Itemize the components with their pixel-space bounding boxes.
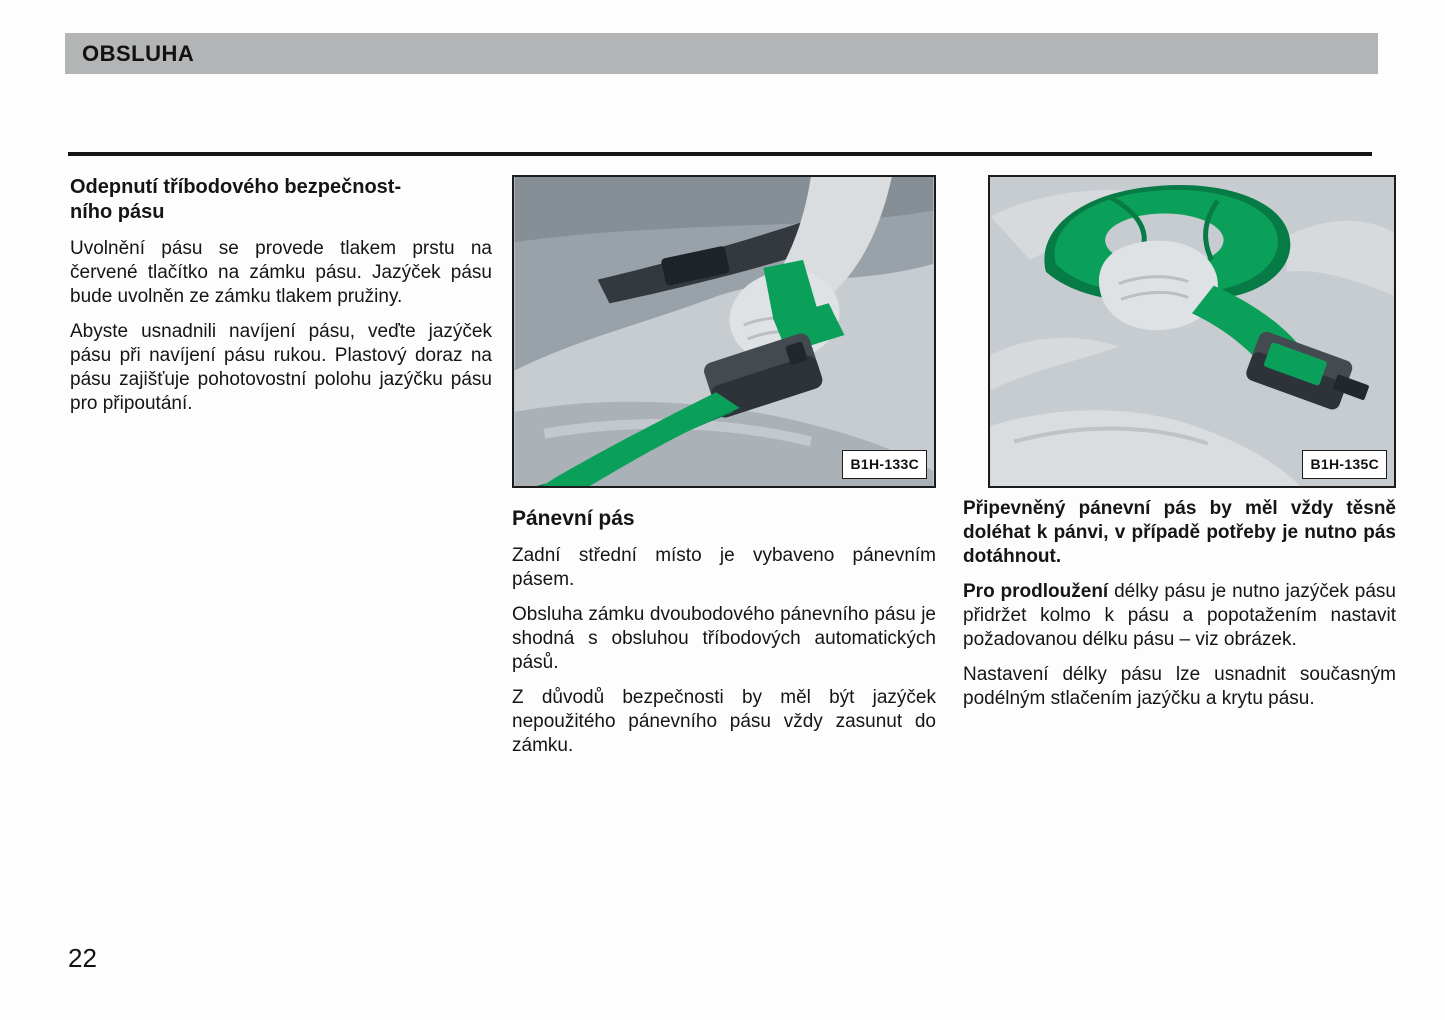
paragraph-emphasis: Připevněný pánevní pás by měl vždy těsně doléhat k pánvi, v případě potřeby je nutno pás dotáhnout. [963,498,1396,567]
paragraph [963,580,1396,652]
figure-code-label: B1H-135C [1302,450,1387,479]
paragraph-lead: Pro prodloužení [963,581,1109,602]
figure-belt-release-illustration [512,175,936,488]
figure-lap-belt-adjust-illustration [988,175,1396,488]
paragraph: Z důvodů bezpečnosti by měl být jazýček nepoužitého pánevního pásu vždy zasunut do zámku. [512,687,936,756]
sub-heading-lap-belt: Pánevní pás [512,507,635,530]
belt-release-drawing [514,177,934,486]
header-bar [65,33,1378,74]
paragraph: Nastavení délky pásu lze usnadnit současným podélným stlačením jazýčku a krytu pásu. [963,664,1396,709]
heading-line-1: Odepnutí tříbodového bezpečnost- [70,176,402,198]
divider-rule [68,152,1372,156]
middle-column [512,175,936,769]
heading-line-2: ního pásu [70,201,165,223]
left-column [70,175,492,427]
right-column [963,175,1396,722]
page-number: 22 [68,943,97,973]
paragraph: Obsluha zámku dvoubodového pánevního pásu je shodná s obsluhou tříbodových automatických pásů. [512,604,936,673]
paragraph: Zadní střední místo je vybaveno pánevním pásem. [512,545,936,590]
figure-code-label: B1H-133C [842,450,927,479]
paragraph-rest: délky pásu je nutno jazýček pásu přidržet kolmo k pásu a popotažením nastavit požadovanou délku pásu – viz obrázek. [963,581,1396,650]
section-heading-belt-release [70,175,492,225]
paragraph: Abyste usnadnili navíjení pásu, veďte jazýček pásu při navíjení pásu rukou. Plastový doraz na pásu zajišťuje pohotovostní polohu jazýčku pásu pro připoutání. [70,321,492,414]
paragraph: Uvolnění pásu se provede tlakem prstu na červené tlačítko na zámku pásu. Jazýček pásu bude uvolněn ze zámku tlakem pružiny. [70,238,492,307]
lap-belt-adjust-drawing [990,177,1394,486]
page-header-title: OBSLUHA [82,40,195,66]
